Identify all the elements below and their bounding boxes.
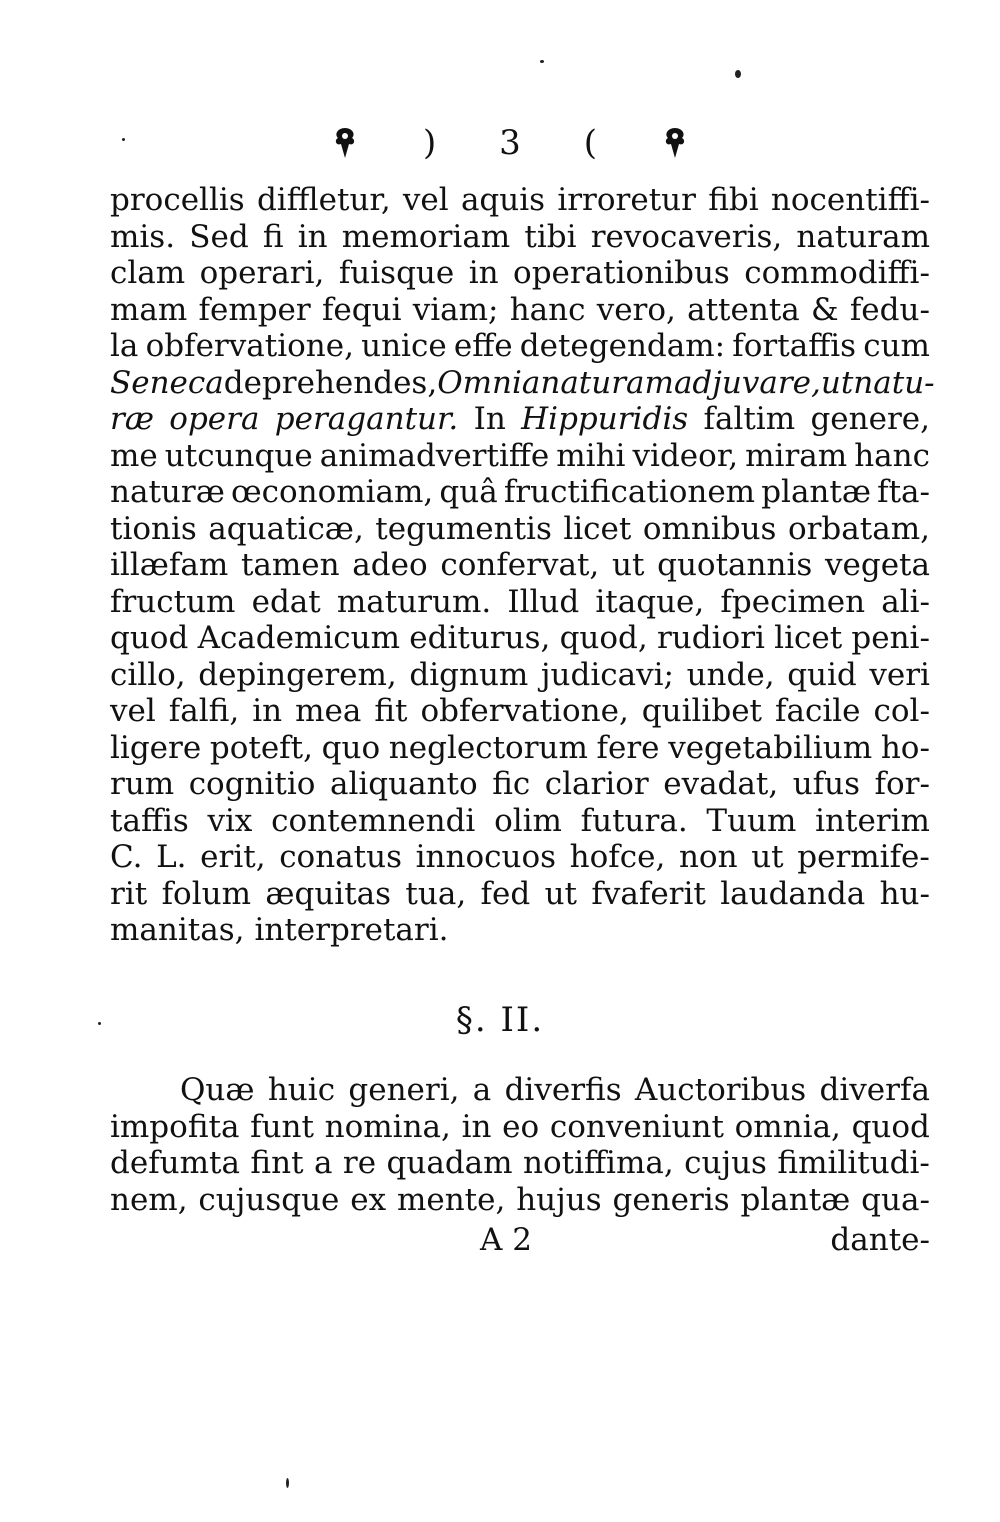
word: plantæ [740,1181,851,1218]
word: editurus, [409,620,551,656]
word: quod [851,1108,930,1145]
word: diverfis [504,1072,622,1108]
word: itaque, [595,583,705,620]
word: rit [110,875,148,912]
text-line [110,364,935,402]
word: deprehendes, [223,364,438,401]
word: mam [110,291,188,328]
word: in [461,1108,492,1145]
word: effe [453,328,513,364]
word: contemnendi [271,802,476,839]
text-line [110,839,930,876]
word: tua, [405,875,467,912]
word: dignum [409,656,529,693]
word: mihi [556,437,626,474]
word: faltim [703,401,796,437]
word: vel [110,693,156,729]
word: me [110,437,158,474]
word: fedu- [849,291,930,328]
word: tionis [110,510,197,547]
word: tibi [524,218,577,255]
running-header [330,118,690,168]
paragraph-1 [110,182,935,949]
word: procellis [110,182,245,218]
word: fructum [110,583,236,620]
word: genere, [810,401,930,437]
word: peragantur. [274,401,459,437]
word: attenta [687,291,800,328]
word: confervat, [440,547,600,583]
text-line [110,1072,930,1109]
word: Tuum [706,802,797,839]
word: evadat, [663,766,779,802]
word: falfi, [168,693,240,729]
word: a [313,1145,333,1181]
text-line [110,1145,930,1182]
word: C. [110,839,143,875]
word: funt [250,1108,314,1145]
word: hanc [854,437,930,474]
word: cujus [684,1145,767,1181]
word: defumta [110,1145,240,1181]
text-line [110,584,930,621]
word: judicavi; [540,656,674,693]
text-line [110,693,930,730]
paragraph-2 [110,1072,930,1218]
word: nomina, [324,1108,451,1145]
catchword: dante- [830,1222,930,1258]
word: fere [596,729,660,766]
ink-speck [286,1478,289,1488]
word: viam; [412,291,499,328]
word: innocuos [415,839,557,875]
word: unice [361,328,447,364]
word: Sed [189,218,249,255]
word: animadvertiffe [319,437,550,474]
text-line [110,292,930,329]
word: olim [494,802,562,839]
word: Quæ [180,1072,255,1108]
word: fimilitudi- [777,1145,930,1181]
word: laudanda [720,875,866,912]
text-line [110,1109,930,1146]
word: Academicum [197,620,401,656]
word: adeo [352,547,428,583]
text-line [110,438,930,475]
word: omnia, [734,1108,841,1145]
word: œconomiam, [230,474,434,510]
word: quod [110,620,189,656]
word: vero, [596,291,676,328]
word: clam [110,255,186,291]
word: revocaveris, [590,218,783,255]
word: rudiori [656,620,765,656]
word: eo [502,1108,540,1145]
fleuron-right-icon [660,124,690,162]
word: tegumentis [375,510,552,547]
word: fta- [877,474,930,510]
word: mente, [396,1181,506,1218]
word: plantæ [761,474,871,510]
word: fortaffis [732,328,857,364]
word: maturum. [336,583,492,620]
word: tamen [240,547,340,583]
word: cujusque [198,1181,340,1218]
word: orbatam, [787,510,930,547]
word: cillo, [110,656,186,693]
word: hu- [879,875,930,912]
word: clarior [544,766,649,802]
word: operationibus [513,255,730,291]
word: obfervatione, [420,693,629,729]
word: a [472,1072,492,1108]
word: licet [563,510,632,547]
word: ut [544,875,578,912]
word: quâ [439,474,498,510]
word: re [342,1145,377,1181]
word: vegeta [825,547,930,583]
word: ex [350,1181,387,1218]
word: licet [774,620,843,656]
section-heading: §. II. [455,1000,545,1040]
header-left-paren: ) [422,123,437,163]
page-number: 3 [499,123,521,163]
word: qua- [861,1181,930,1218]
word: veri [869,656,930,693]
word: fuisque [338,255,455,291]
page-footer [110,1222,930,1262]
word: permife- [797,839,930,875]
word: interpretari. [254,912,449,948]
text-line [110,401,930,438]
word: depingerem, [198,656,397,693]
word: Omnia [437,364,541,401]
signature-mark: A 2 [480,1222,532,1258]
word: naturæ [110,474,225,510]
word: videor, [632,437,739,474]
word: for- [874,766,930,802]
word: conatus [279,839,402,875]
word: hujus [516,1181,602,1218]
word: ut [820,364,854,401]
word: fvaferit [591,875,706,912]
text-line [110,255,930,292]
word: aquaticæ, [208,510,364,547]
word: naturam [540,364,674,401]
word: peni- [851,620,930,656]
fleuron-left-icon [330,124,360,162]
word: omnibus [642,510,777,547]
ink-speck [122,138,125,141]
word: rum [110,766,175,802]
word: obfervatione, [145,328,354,364]
word: quadam [386,1145,513,1181]
word: futura. [580,802,688,839]
word: conveniunt [549,1108,724,1145]
text-line [110,1182,930,1219]
word: quotannis [657,547,813,583]
word: in [468,255,499,291]
text-line [110,511,930,548]
word: memoriam [341,218,511,255]
word: ut [611,547,645,583]
word: hanc [509,291,586,328]
word: quod, [559,620,648,656]
word: neglectorum [388,729,588,766]
word: impofita [110,1108,240,1145]
word: æquitas [265,875,392,912]
word: cognitio [188,766,316,802]
word: fit [374,693,408,729]
text-line [110,474,930,511]
word: unde, [686,656,775,693]
word: Illud [507,583,580,620]
word: commodiffi- [744,255,930,291]
ink-speck [98,1022,101,1025]
word: Hippuridis [521,401,689,437]
word: fpecimen [720,583,866,620]
word: manitas, [110,912,245,948]
word: In [473,401,506,437]
word: aquis [460,182,546,218]
word: in [297,218,328,255]
word: taffis [110,802,189,839]
word: illæfam [110,547,229,583]
word: natu- [853,364,935,401]
word: femper [198,291,311,328]
word: vegetabilium [668,729,873,766]
text-line [110,219,930,256]
text-line [110,328,930,365]
word: quid [787,656,857,693]
word: generi, [348,1072,460,1108]
word: opera [169,401,260,437]
word: nocentiffi- [770,182,930,218]
word: fic [492,766,531,802]
word: diverfa [819,1072,930,1108]
word: miram [745,437,848,474]
word: in [252,693,283,729]
word: la [110,328,139,364]
word: facile [775,693,861,729]
text-line [110,912,930,949]
text-line [110,547,930,584]
word: Auctoribus [634,1072,807,1108]
word: poteft, [209,729,313,766]
word: cum [863,328,930,364]
text-line [110,730,930,767]
word: edat [251,583,321,620]
word: col- [873,693,930,729]
word: ho- [880,729,930,766]
text-line [110,766,930,803]
word: adjuvare, [673,364,821,401]
word: operari, [199,255,325,291]
word: fibi [708,182,759,218]
word: fed [480,875,531,912]
word: L. [156,839,187,875]
word: fi [262,218,284,255]
text-line [110,620,930,657]
word: ut [751,839,784,875]
word: vel [402,182,449,218]
text-line [110,657,930,694]
word: huic [267,1072,336,1108]
word: vix [207,802,253,839]
text-line [110,803,930,840]
text-line [110,876,930,913]
word: detegendam: [519,328,726,364]
word: ligere [110,729,202,766]
word: fructificationem [503,474,756,510]
word: interim [815,802,930,839]
ink-speck [735,70,741,78]
word: notiffima, [523,1145,674,1181]
word: naturam [796,218,930,255]
header-right-paren: ( [583,123,598,163]
word: generis [612,1181,730,1218]
word: ræ [110,401,154,437]
word: ufus [792,766,861,802]
word: folum [161,875,251,912]
word: non [678,839,738,875]
word: irroretur [557,182,696,218]
word: hofce, [569,839,666,875]
word: mea [295,693,362,729]
word: quo [321,729,381,766]
word: mis. [110,218,176,255]
word: Seneca [110,364,224,401]
text-line [110,182,930,219]
word: aliquanto [329,766,478,802]
word: nem, [110,1181,188,1218]
word: fint [250,1145,304,1181]
word: quilibet [641,693,762,729]
word: diffletur, [256,182,391,218]
ink-speck [540,60,544,63]
word: & [810,291,839,328]
word: ali- [881,583,930,620]
word: utcunque [164,437,313,474]
word: erit, [200,839,266,875]
word: fequi [321,291,402,328]
